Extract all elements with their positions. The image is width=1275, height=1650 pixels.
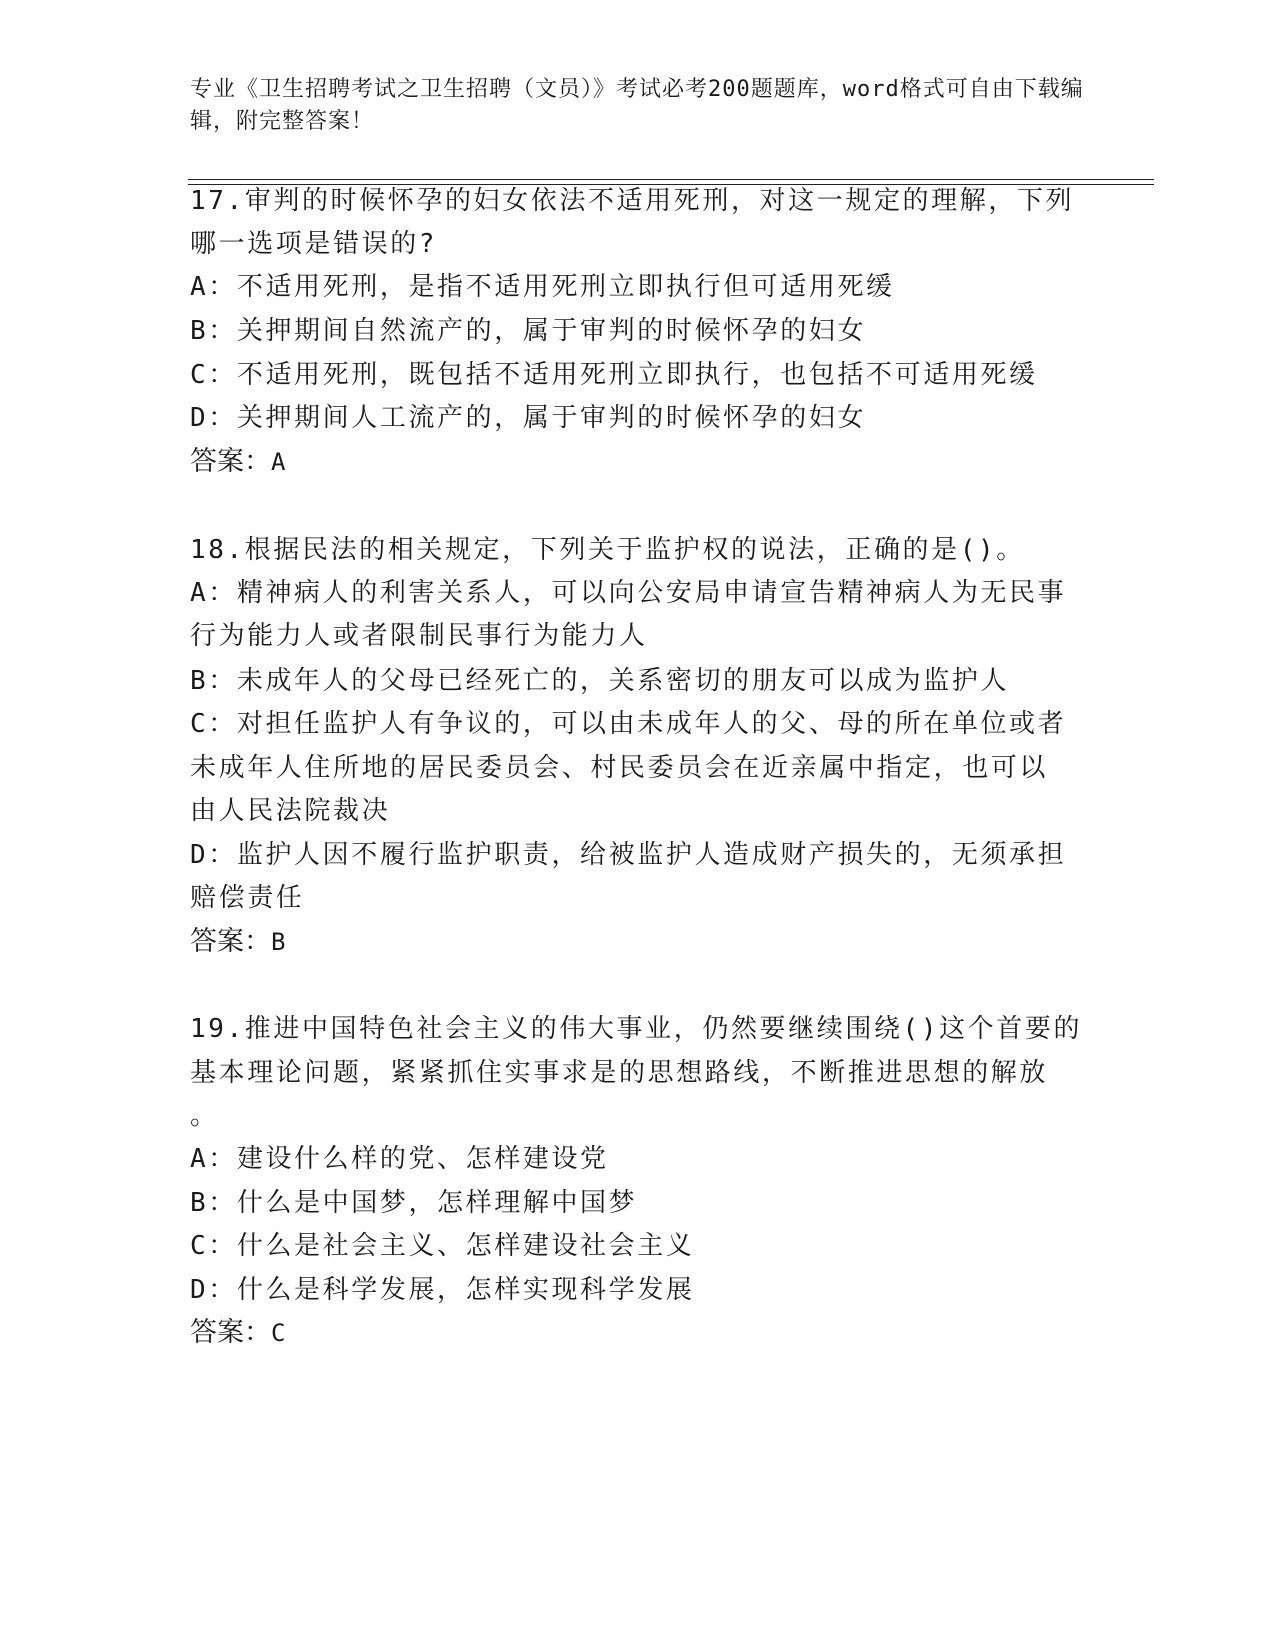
question-18-option-d-line-2: 赔偿责任 [190,883,305,913]
question-19-stem-line-3: 。 [190,1101,219,1131]
question-19-option-d: D：什么是科学发展，怎样实现科学发展 [190,1275,695,1305]
question-19-option-c: C：什么是社会主义、怎样建设社会主义 [190,1231,695,1261]
question-17-stem-line-2: 哪一选项是错误的? [190,229,438,259]
question-18-answer [190,925,285,959]
question-18-option-c-line-1: C：对担任监护人有争议的，可以由未成年人的父、母的所在单位或者 [190,709,1067,739]
question-19-answer [190,1316,285,1350]
header-rule-top [188,179,1154,180]
question-17-option-b: B：关押期间自然流产的，属于审判的时候怀孕的妇女 [190,316,867,346]
answer-value: B [271,928,286,956]
question-18-option-b: B：未成年人的父母已经死亡的，关系密切的朋友可以成为监护人 [190,666,1010,696]
question-18-option-c-line-2: 未成年人住所地的居民委员会、村民委员会在近亲属中指定，也可以 [190,753,1049,783]
question-18-option-d-line-1: D：监护人因不履行监护职责，给被监护人造成财产损失的，无须承担 [190,840,1067,870]
question-18-option-c-line-3: 由人民法院裁决 [190,796,391,826]
answer-value: A [271,448,286,476]
question-17-answer [190,445,285,479]
question-18-stem-line-1: 18.根据民法的相关规定，下列关于监护权的说法，正确的是()。 [190,535,1025,565]
question-19-stem-line-1: 19.推进中国特色社会主义的伟大事业，仍然要继续围绕()这个首要的 [190,1014,1083,1044]
question-17-stem-line-1: 17.审判的时候怀孕的妇女依法不适用死刑，对这一规定的理解，下列 [190,186,1075,216]
question-18-option-a-line-2: 行为能力人或者限制民事行为能力人 [190,621,648,651]
question-19-option-a: A：建设什么样的党、怎样建设党 [190,1144,609,1174]
question-19-stem-line-2: 基本理论问题，紧紧抓住实事求是的思想路线，不断推进思想的解放 [190,1058,1049,1088]
answer-label: 答案： [190,446,271,477]
question-18-option-a-line-1: A：精神病人的利害关系人，可以向公安局申请宣告精神病人为无民事 [190,578,1067,608]
answer-value: C [271,1319,286,1347]
answer-label: 答案： [190,1317,271,1348]
question-17-option-d: D：关押期间人工流产的，属于审判的时候怀孕的妇女 [190,403,867,433]
question-19-option-b: B：什么是中国梦，怎样理解中国梦 [190,1188,638,1218]
question-17-option-c: C：不适用死刑，既包括不适用死刑立即执行，也包括不可适用死缓 [190,360,1038,390]
answer-label: 答案： [190,926,271,957]
document-header: 专业《卫生招聘考试之卫生招聘（文员）》考试必考200题题库，word格式可自由下载编辑，附完整答案！ [190,77,1084,134]
question-17-option-a: A：不适用死刑，是指不适用死刑立即执行但可适用死缓 [190,272,895,302]
